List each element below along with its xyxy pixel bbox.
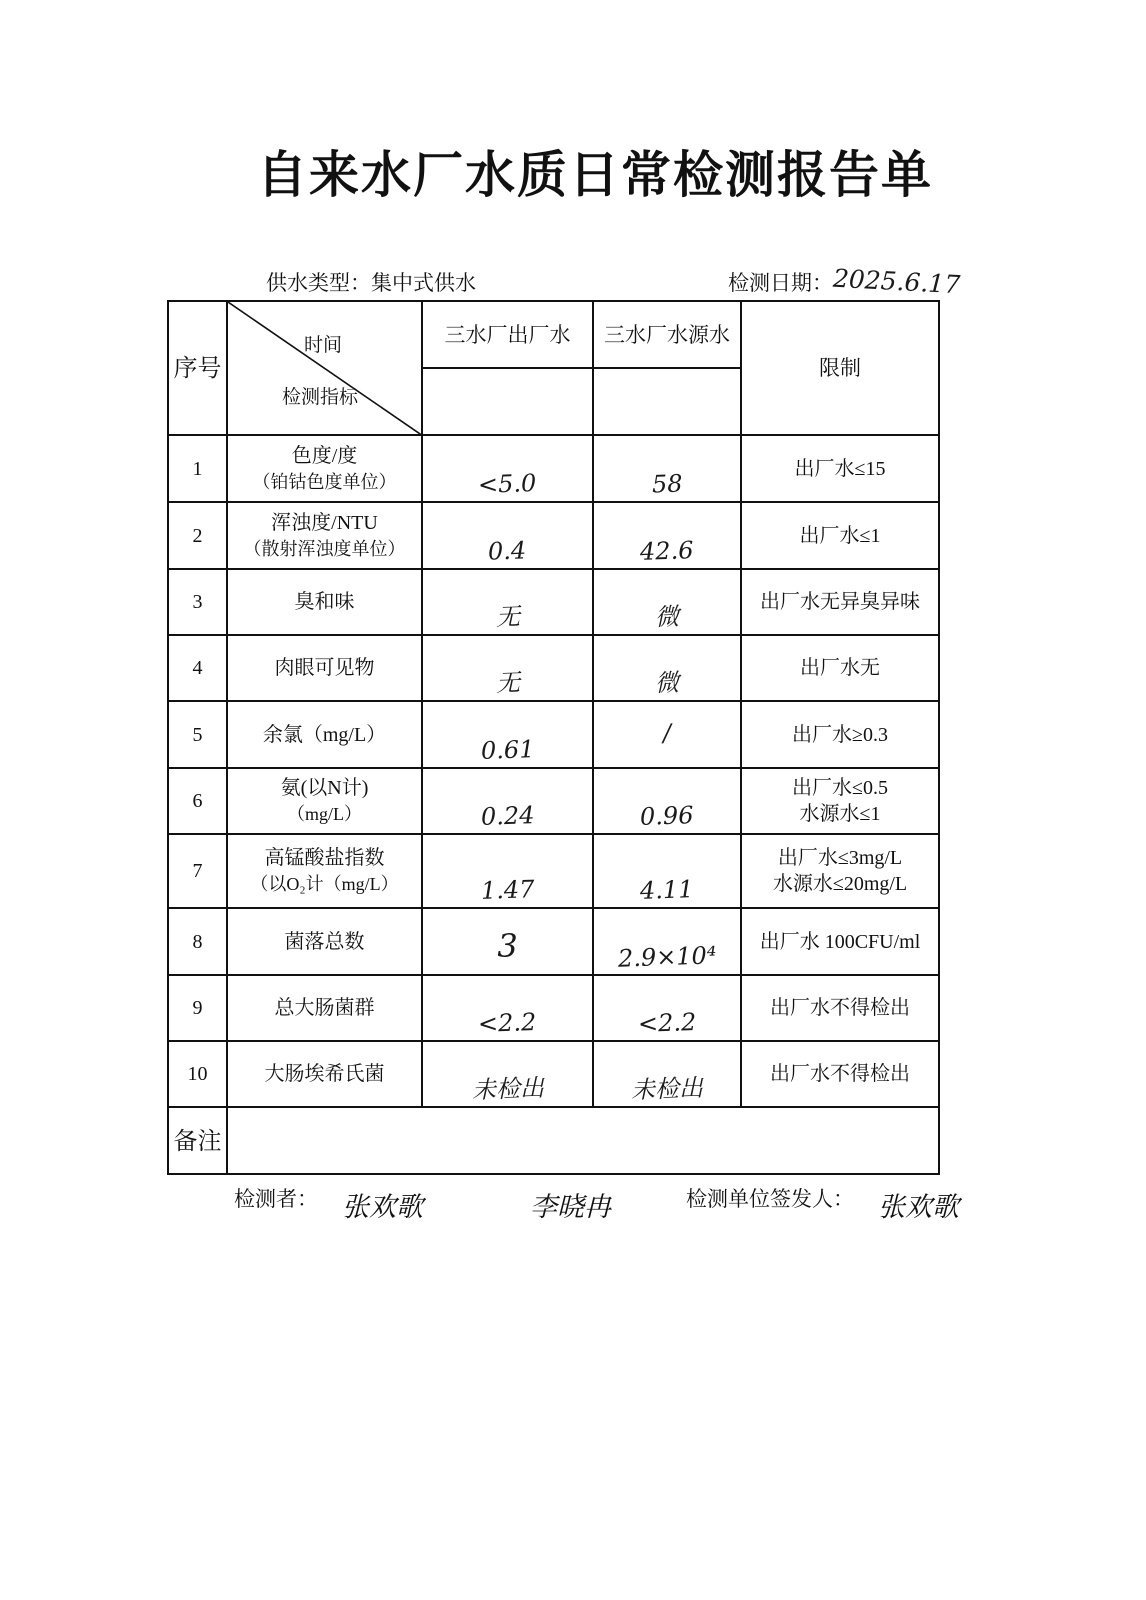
header-row [168,301,939,368]
limit-text: 出厂水≤3mg/L [777,847,903,869]
outlet-value: 无 [495,668,520,698]
source-value-cell [593,701,741,768]
indicator-name: 总大肠菌群 [274,997,375,1019]
indicator-name: 高锰酸盐指数 [264,847,385,869]
limit-text: 出厂水≤1 [799,524,881,547]
outlet-value-cell [422,1041,593,1107]
outlet-value-cell [422,701,593,768]
indicator-name: 色度/度 [291,444,358,467]
indicator-name: 菌落总数 [284,930,365,953]
outlet-value-cell [422,435,593,502]
header-limit: 限制 [741,301,939,435]
limit-text: 出厂水无 [800,657,880,679]
source-value: / [662,718,672,747]
limit-cell [741,701,939,768]
limit-cell [741,768,939,834]
supply-type: 供水类型：集中式供水 [266,271,476,295]
indicator-cell [227,569,422,635]
test-date-label: 检测日期： [728,271,833,295]
indicator-cell [227,834,422,908]
outlet-value: 0.24 [480,801,535,831]
limit-text: 出厂水≤0.5 [792,777,888,799]
table-row [168,435,939,502]
header-no: 序号 [168,301,227,435]
source-value: 4.11 [639,875,695,905]
header-outlet-water: 三水厂出厂水 [422,301,593,368]
indicator-unit: （以O₂计（mg/L） [250,874,399,894]
limit-text: 出厂水不得检出 [770,1063,910,1085]
indicator-cell [227,1041,422,1107]
issuer-signature: 张欢歌 [878,1192,959,1223]
test-date-value: 2025.6.17 [832,263,961,300]
limit-cell [741,975,939,1041]
limit-cell [741,569,939,635]
limit-text: 出厂水无异臭异味 [760,591,920,613]
source-value-cell [593,502,741,569]
tester-signature-2: 李晓冉 [530,1192,611,1223]
report-table [167,300,940,1175]
limit-cell [741,635,939,701]
tester-signature-1: 张欢歌 [342,1192,423,1223]
indicator-unit: （铂钴色度单位） [252,471,397,492]
outlet-value: 0.4 [487,536,528,566]
limit-cell [741,834,939,908]
indicator-name: 臭和味 [294,591,355,613]
outlet-value-cell [422,768,593,834]
limit-text: 出厂水≥0.3 [792,723,888,746]
limit-cell [741,1041,939,1107]
page-title: 自来水厂水质日常检测报告单 [257,146,933,204]
outlet-value-cell [422,975,593,1041]
row-number: 10 [168,1041,227,1107]
outlet-value-cell [422,908,593,975]
indicator-name: 肉眼可见物 [274,657,375,679]
table-row [168,1041,939,1107]
outlet-value: 3 [497,927,518,965]
row-number: 7 [168,834,227,908]
source-value: 微 [654,602,680,632]
indicator-cell [227,435,422,502]
header-diagonal-cell [227,301,422,435]
row-number: 3 [168,569,227,635]
outlet-value-cell [422,834,593,908]
limit-cell [741,502,939,569]
outlet-value: <5.0 [477,468,538,500]
source-value: 42.6 [639,536,695,566]
limit-text: 出厂水≤15 [794,457,886,480]
source-value-cell [593,834,741,908]
row-number: 1 [168,435,227,502]
table-row [168,768,939,834]
outlet-value: 无 [495,602,520,632]
outlet-value: <2.2 [477,1007,538,1039]
header-source-water: 三水厂水源水 [593,301,741,368]
table-row [168,975,939,1041]
source-value-cell [593,975,741,1041]
diagonal-line [228,302,423,436]
limit-cell [741,908,939,975]
indicator-name: 余氯（mg/L） [262,723,387,746]
table-row [168,908,939,975]
source-value-cell [593,435,741,502]
source-value-cell [593,908,741,975]
source-value: <2.2 [637,1007,697,1039]
remarks-row [168,1107,939,1174]
limit-cell [741,435,939,502]
outlet-value-cell [422,635,593,701]
remarks-label: 备注 [168,1107,227,1174]
indicator-name: 氨(以N计) [280,777,369,799]
signature-line [0,1183,1146,1223]
source-value: 2.9×10⁴ [617,941,717,973]
table-row [168,834,939,908]
indicator-name: 浑浊度/NTU [271,511,378,534]
source-value: 微 [654,668,680,698]
indicator-name: 大肠埃希氏菌 [264,1063,385,1085]
test-date [728,263,961,300]
indicator-cell [227,908,422,975]
source-value: 58 [651,469,683,499]
header-time: 时间 [304,334,343,356]
indicator-unit: （mg/L） [287,804,362,824]
row-number: 8 [168,908,227,975]
tester-label: 检测者： [234,1187,318,1211]
indicator-cell [227,701,422,768]
remarks-content [227,1107,939,1174]
outlet-value: 1.47 [480,875,535,905]
indicator-unit: （散射浑浊度单位） [243,538,406,559]
indicator-cell [227,975,422,1041]
source-value-cell [593,1041,741,1107]
header-indicator: 检测指标 [282,386,359,408]
source-value: 0.96 [639,801,695,831]
header-source-sub [593,368,741,435]
limit-text: 出厂水 100CFU/ml [759,930,921,953]
outlet-value-cell [422,569,593,635]
outlet-value-cell [422,502,593,569]
limit-text: 水源水≤1 [799,803,881,825]
outlet-value: 未检出 [471,1073,544,1105]
table-row [168,569,939,635]
row-number: 2 [168,502,227,569]
outlet-value: 0.61 [480,735,535,765]
row-number: 6 [168,768,227,834]
header-outlet-sub [422,368,593,435]
limit-text: 出厂水不得检出 [770,997,910,1019]
indicator-cell [227,502,422,569]
source-value-cell [593,635,741,701]
source-value: 未检出 [630,1073,704,1105]
source-value-cell [593,768,741,834]
source-value-cell [593,569,741,635]
report-table-body [168,301,939,1174]
issuer-label: 检测单位签发人： [686,1187,854,1211]
row-number: 4 [168,635,227,701]
limit-text: 水源水≤20mg/L [772,873,908,895]
row-number: 5 [168,701,227,768]
table-row [168,701,939,768]
table-row [168,635,939,701]
indicator-cell [227,635,422,701]
table-row [168,502,939,569]
row-number: 9 [168,975,227,1041]
indicator-cell [227,768,422,834]
